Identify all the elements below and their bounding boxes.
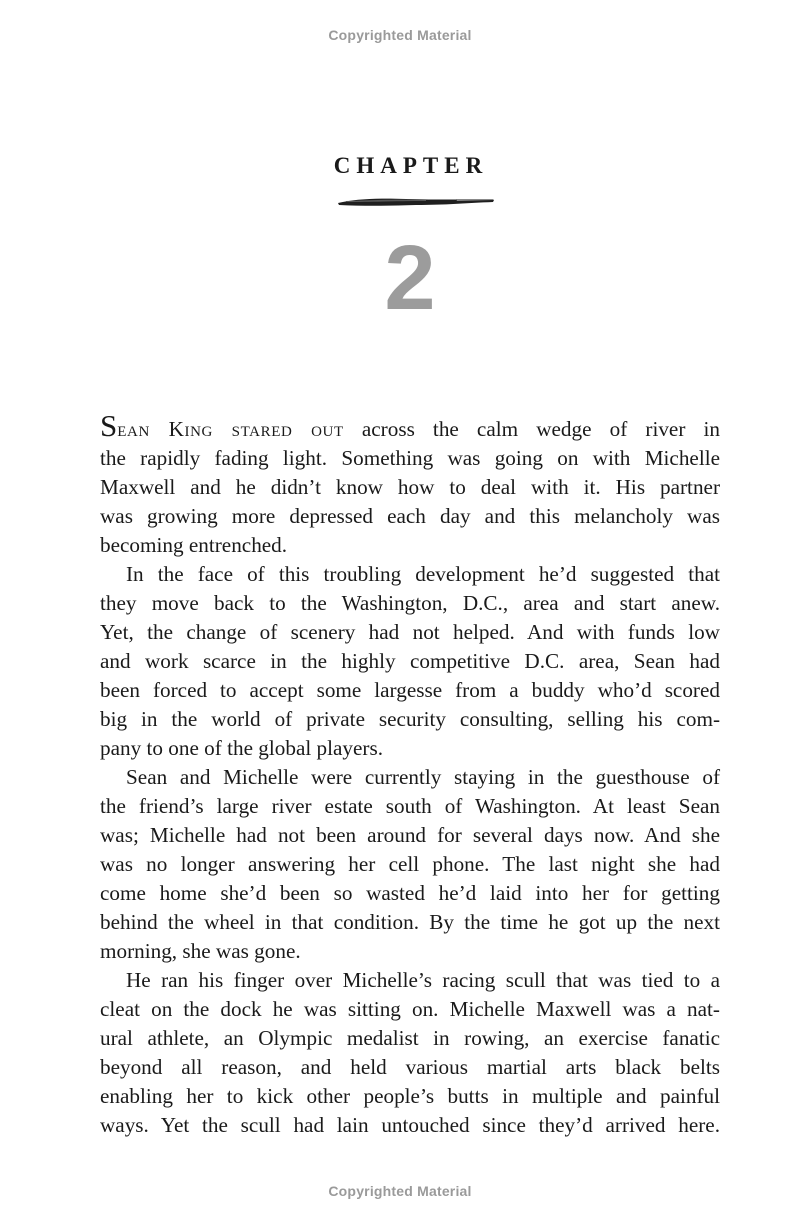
text-line: the rapidly fading light. Something was going on with Michelle (100, 446, 720, 470)
text-line: beyond all reason, and held various martial arts black belts (100, 1055, 720, 1079)
drop-cap: S (100, 408, 118, 443)
text-line: behind the wheel in that condition. By the time he got up the next (100, 910, 720, 934)
text-line: enabling her to kick other people’s butts in multiple and painful (100, 1084, 720, 1108)
text-line: was growing more depressed each day and this melancholy was (100, 504, 720, 528)
chapter-number: 2 (384, 227, 436, 329)
text-line: come home she’d been so wasted he’d laid into her for getting (100, 881, 720, 905)
text-line: Sean and Michelle were currently staying in the guesthouse of (126, 765, 720, 789)
text-line: ways. Yet the scull had lain untouched since they’d arrived here. (100, 1113, 720, 1137)
paragraph-4 (100, 966, 720, 1140)
opening-rest: across the calm wedge of river in (343, 417, 720, 441)
watermark-bottom: Copyrighted Material (328, 1183, 472, 1199)
text-line: and work scarce in the highly competitive D.C. area, Sean had (100, 649, 720, 673)
text-line: Maxwell and he didn’t know how to deal with it. His partner (100, 475, 720, 499)
text-line: pany to one of the global players. (100, 736, 384, 760)
chapter-label: CHAPTER (333, 153, 489, 178)
text-line: morning, she was gone. (100, 939, 301, 963)
paragraph-2 (100, 560, 720, 763)
text-line: Yet, the change of scenery had not helped. And with funds low (100, 620, 720, 644)
text-line: big in the world of private security consulting, selling his com- (100, 707, 720, 731)
text-line: been forced to accept some largesse from a buddy who’d scored (100, 678, 720, 702)
text-line: He ran his finger over Michelle’s racing scull that was tied to a (126, 968, 720, 992)
text-line: the friend’s large river estate south of Washington. At least Sean (100, 794, 720, 818)
text-line: was; Michelle had not been around for several days now. And she (100, 823, 720, 847)
text-line: cleat on the dock he was sitting on. Michelle Maxwell was a nat- (100, 997, 720, 1021)
chapter-body (100, 410, 720, 1140)
watermark-top: Copyrighted Material (328, 27, 472, 43)
text-line: In the face of this troubling development he’d suggested that (126, 562, 720, 586)
opening-smallcaps: ean King stared out (117, 417, 344, 441)
text-line: ural athlete, an Olympic medalist in rowing, an exercise fanatic (100, 1026, 720, 1050)
opening-line (100, 410, 720, 444)
brush-stroke-divider (336, 193, 496, 211)
text-line: becoming entrenched. (100, 533, 288, 557)
text-line: was no longer answering her cell phone. The last night she had (100, 852, 720, 876)
paragraph-3 (100, 763, 720, 966)
paragraph-1 (100, 410, 720, 560)
text-line: they move back to the Washington, D.C., area and start anew. (100, 591, 720, 615)
